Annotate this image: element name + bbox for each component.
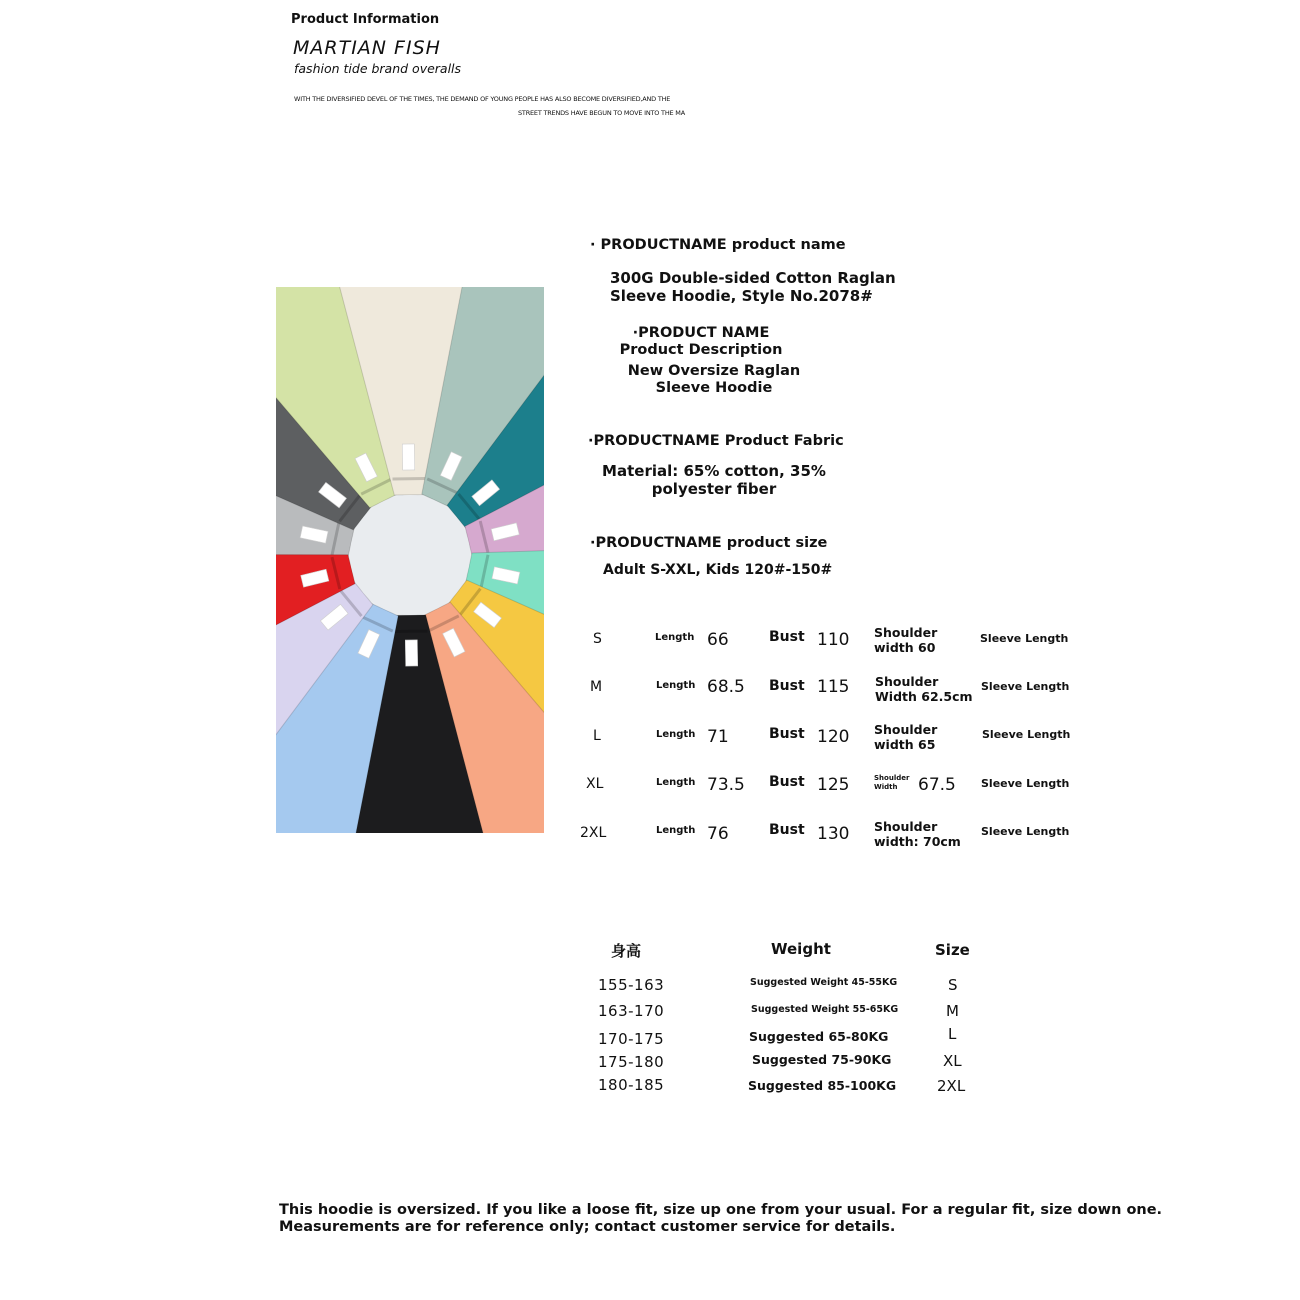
shoulder-value: width 60	[874, 640, 936, 655]
sleeve-length-label: Sleeve Length	[981, 825, 1070, 838]
page-header-title: Product Information	[291, 12, 440, 27]
height-range: 170-175	[598, 1030, 665, 1048]
product-photo	[276, 287, 544, 833]
size-label: XL	[586, 776, 604, 792]
brand-statement-line-2: STREET TRENDS HAVE BEGUN TO MOVE INTO THE MA	[518, 109, 685, 117]
recommended-size: S	[948, 976, 958, 994]
recommended-size: M	[946, 1002, 959, 1020]
length-label: Length	[656, 777, 696, 788]
brand-tagline: fashion tide brand overalls	[294, 61, 462, 76]
bust-label: Bust	[769, 822, 805, 838]
length-label: Length	[656, 680, 696, 691]
sleeve-length-label: Sleeve Length	[981, 777, 1070, 790]
shoulder-value: Width 62.5cm	[875, 689, 973, 704]
photo-center-backdrop	[350, 495, 470, 615]
length-value: 71	[707, 727, 729, 747]
height-range: 180-185	[598, 1076, 665, 1094]
height-range: 175-180	[598, 1053, 665, 1071]
sleeve-length-label: Sleeve Length	[980, 632, 1069, 645]
shoulder-width	[874, 625, 937, 655]
sleeve-length-label: Sleeve Length	[981, 680, 1070, 693]
product-name-line-2: Sleeve Hoodie, Style No.2078#	[610, 287, 873, 305]
recommended-size: XL	[943, 1052, 962, 1070]
shoulder-value: 67.5	[918, 775, 956, 795]
bust-label: Bust	[769, 678, 805, 694]
bust-value: 130	[817, 824, 850, 844]
shoulder-width	[875, 674, 973, 704]
shoulder-label: Shoulder	[874, 774, 910, 782]
product-size-value: Adult S-XXL, Kids 120#-150#	[603, 562, 833, 578]
shoulder-label: Shoulder	[874, 722, 938, 737]
bust-value: 110	[817, 630, 850, 650]
length-label: Length	[656, 729, 696, 740]
weight-column-header: Weight	[771, 940, 831, 958]
suggested-weight: Suggested Weight 45-55KG	[750, 977, 898, 988]
recommended-size: 2XL	[937, 1077, 966, 1095]
suggested-weight: Suggested 85-100KG	[748, 1078, 897, 1093]
hoodie-label-tag	[402, 444, 414, 470]
size-label: 2XL	[580, 825, 607, 841]
bust-label: Bust	[769, 629, 805, 645]
product-fabric-value: Material: 65% cotton, 35% polyester fiber	[602, 462, 826, 498]
height-column-header: 身高	[611, 942, 642, 960]
shoulder-width	[874, 774, 909, 792]
bust-label: Bust	[769, 774, 805, 790]
shoulder-label: Shoulder	[874, 819, 938, 834]
length-value: 68.5	[707, 677, 745, 697]
length-label: Length	[656, 825, 696, 836]
length-label: Length	[655, 632, 695, 643]
bust-value: 125	[817, 775, 850, 795]
brand-statement-line-1: WITH THE DIVERSIFIED DEVEL OF THE TIMES, THE DEMAND OF YOUNG PEOPLE HAS ALSO BECOME DIVERSIFIED,AND THE	[294, 95, 671, 103]
product-description-value: New Oversize Raglan Sleeve Hoodie	[627, 363, 801, 396]
shoulder-value: width: 70cm	[874, 834, 961, 849]
shoulder-width	[874, 819, 961, 849]
size-label: S	[593, 631, 602, 647]
height-range: 155-163	[598, 976, 665, 994]
size-label: M	[590, 679, 603, 695]
sizing-note-line-1: This hoodie is oversized. If you like a loose fit, size up one from your usual. For a regular fit, size down one.	[279, 1202, 1163, 1218]
size-label: L	[593, 728, 601, 744]
size-column-header: Size	[935, 941, 970, 959]
product-name-value	[610, 269, 896, 305]
brand-name: MARTIAN FISH	[293, 37, 441, 59]
shoulder-label: Shoulder	[875, 674, 939, 689]
height-range: 163-170	[598, 1002, 665, 1020]
bust-value: 120	[817, 727, 850, 747]
sleeve-length-label: Sleeve Length	[982, 728, 1071, 741]
shoulder-value: width 65	[874, 737, 936, 752]
shoulder-label: Shoulder	[874, 625, 938, 640]
length-value: 73.5	[707, 775, 745, 795]
product-fabric-heading: ·PRODUCTNAME Product Fabric	[588, 433, 844, 449]
hoodie-label-tag	[405, 640, 417, 666]
product-name-line-1: 300G Double-sided Cotton Raglan	[610, 269, 896, 287]
suggested-weight: Suggested Weight 55-65KG	[751, 1004, 899, 1015]
suggested-weight: Suggested 65-80KG	[749, 1029, 889, 1044]
hoodie-collar	[395, 631, 428, 632]
length-value: 66	[707, 630, 729, 650]
shoulder-width	[874, 722, 937, 752]
sizing-note-line-2: Measurements are for reference only; contact customer service for details.	[279, 1219, 896, 1235]
product-name-heading: · PRODUCTNAME product name	[590, 237, 846, 253]
bust-label: Bust	[769, 726, 805, 742]
recommended-size: L	[948, 1025, 957, 1043]
suggested-weight: Suggested 75-90KG	[752, 1052, 892, 1067]
bust-value: 115	[817, 677, 850, 697]
sizing-note	[279, 1202, 1162, 1236]
length-value: 76	[707, 824, 729, 844]
shoulder-sub-label: Width	[874, 783, 898, 791]
hoodie-color-wheel	[276, 287, 544, 833]
product-description-heading: ·PRODUCT NAME Product Description	[619, 325, 783, 358]
product-size-heading: ·PRODUCTNAME product size	[590, 535, 828, 551]
hoodie-collar	[393, 479, 426, 480]
